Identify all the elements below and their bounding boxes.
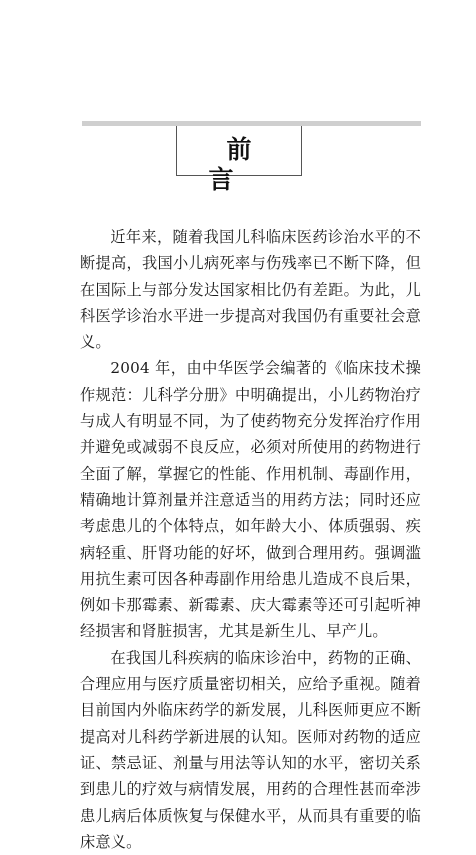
paragraph-1: 近年来，随着我国儿科临床医药诊治水平的不断提高，我国小儿病死率与伤残率已不断下降，但在国际上与部分发达国家相比仍有差距。为此，儿科医学诊治水平进一步提高对我国仍有重要社会意义。: [80, 228, 421, 352]
preface-body: [80, 224, 421, 855]
title-box: [176, 126, 302, 194]
paragraph-2: 2004 年，由中华医学会编著的《临床技术操作规范：儿科学分册》中明确提出，小儿药物治疗与成人有明显不同，为了使药物充分发挥治疗作用并避免或减弱不良反应，必须对所使用的药物进行全面了解，掌握它的性能、作用机制、毒副作用，精确地计算剂量并注意适当的用药方法；同时还应考虑患儿的个体特点，如年龄大小、体质强弱、疾病轻重、肝肾功能的好坏，做到合理用药。强调滥用抗生素可因各种毒副作用给患儿造成不良后果，例如卡那霉素、新霉素、庆大霉素等还可引起听神经损害和肾脏损害，尤其是新生儿、早产儿。: [80, 359, 421, 641]
page-title: 前 言: [208, 135, 288, 194]
paragraph-3: 在我国儿科疾病的临床诊治中，药物的正确、合理应用与医疗质量密切相关，应给予重视。随着目前国内外临床药学的新发展，儿科医师更应不断提高对儿科药学新进展的认知。医师对药物的适应证、禁忌证、剂量与用法等认知的水平，密切关系到患儿的疗效与病情发展，用药的合理性甚而牵涉患儿病后体质恢复与保健水平，从而具有重要的临床意义。: [80, 648, 421, 851]
